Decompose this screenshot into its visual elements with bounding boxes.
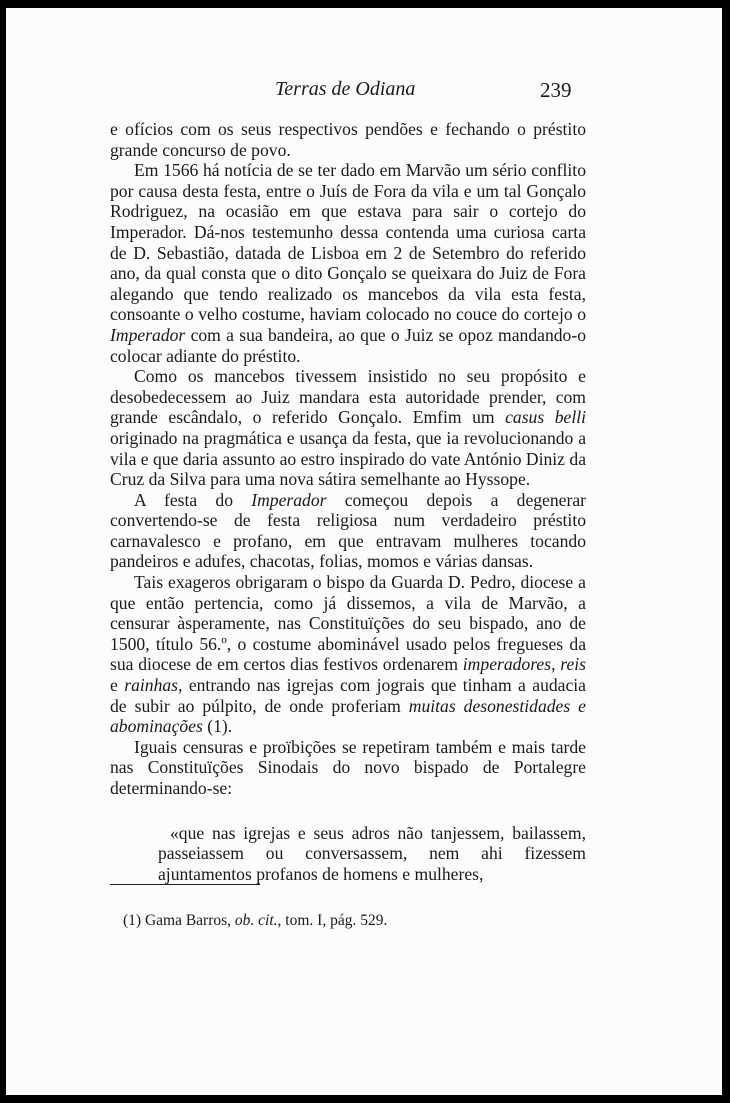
paragraph-2: Em 1566 há notícia de se ter dado em Marvão um sério conflito por causa desta festa, entre o Juís de Fora da vila e um tal Gonçalo Rodriguez, na ocasião em que estava para sair o cortejo do Imperador. Dá-nos testemunho dessa contenda uma curiosa carta de D. Sebastião, datada de Lisboa em 2 de Setembro do referido ano, da qual consta que o dito Gonçalo se queixara do Juiz de Fora alegando que tendo realizado os mancebos da vila esta festa, consoante o velho costume, haviam colocado no couce do cortejo o Imperador com a sua bandeira, ao que o Juiz se opoz mandando-o colocar adiante do préstito. (110, 160, 586, 366)
block-quote: «que nas igrejas e seus adros não tanjessem, bailassem, passeiassem ou conversassem, nem ahi fizessem ajuntamentos profanos de homens e mulheres, (158, 822, 586, 884)
paragraph-4: A festa do Imperador começou depois a degenerar convertendo-se de festa religiosa num verdadeiro préstito carnavalesco e profano, em que entravam mulheres tocando pandeiros e adufes, chacotas, folias, momos e várias dansas. (110, 489, 586, 572)
footnote-citation: , tom. I, pág. 529. (277, 912, 388, 929)
paragraph-3: Como os mancebos tivessem insistido no seu propósito e desobedecessem ao Juiz mandara esta autoridade prender, com grande escândalo, o referido Gonçalo. Emfim um casus belli originado na pragmática e usança da festa, que ia revolucionando a vila e que daria assunto ao estro inspirado do vate António Diniz da Cruz da Silva para uma nova sátira semelhante ao Hyssope. (110, 366, 586, 490)
running-title: Terras de Odiana (275, 78, 416, 100)
paragraph-6: Iguais censuras e proïbições se repetiram também e mais tarde nas Constituïções Sinodais do novo bispado de Portalegre determinando-se: (110, 736, 586, 798)
footnote-marker: (1) (123, 912, 142, 929)
footnote-author: Gama Barros, (144, 912, 232, 929)
footnote-work: ob. cit. (234, 912, 278, 929)
page-header (6, 78, 722, 108)
footnote-divider (110, 884, 260, 885)
paragraph-5: Tais exageros obrigaram o bispo da Guarda D. Pedro, diocese a que então pertencia, como já dissemos, a vila de Marvão, a censurar àsperamente, nas Constituïções do seu bispado, ano de 1500, título 56.º, o costume abominável usado pelos fregueses da sua diocese de em certos dias festivos ordenarem imperadores, reis e rainhas, entrando nas igrejas com jograis que tinham a audacia de subir ao púlpito, de onde proferiam muitas desonestidades e abominações (1). (110, 572, 586, 737)
book-page (6, 8, 722, 1095)
paragraph-1: e ofícios com os seus respectivos pendões e fechando o préstito grande concurso de povo. (110, 119, 586, 160)
page-number: 239 (540, 78, 572, 102)
body-text (110, 119, 586, 884)
footnote (123, 912, 387, 930)
